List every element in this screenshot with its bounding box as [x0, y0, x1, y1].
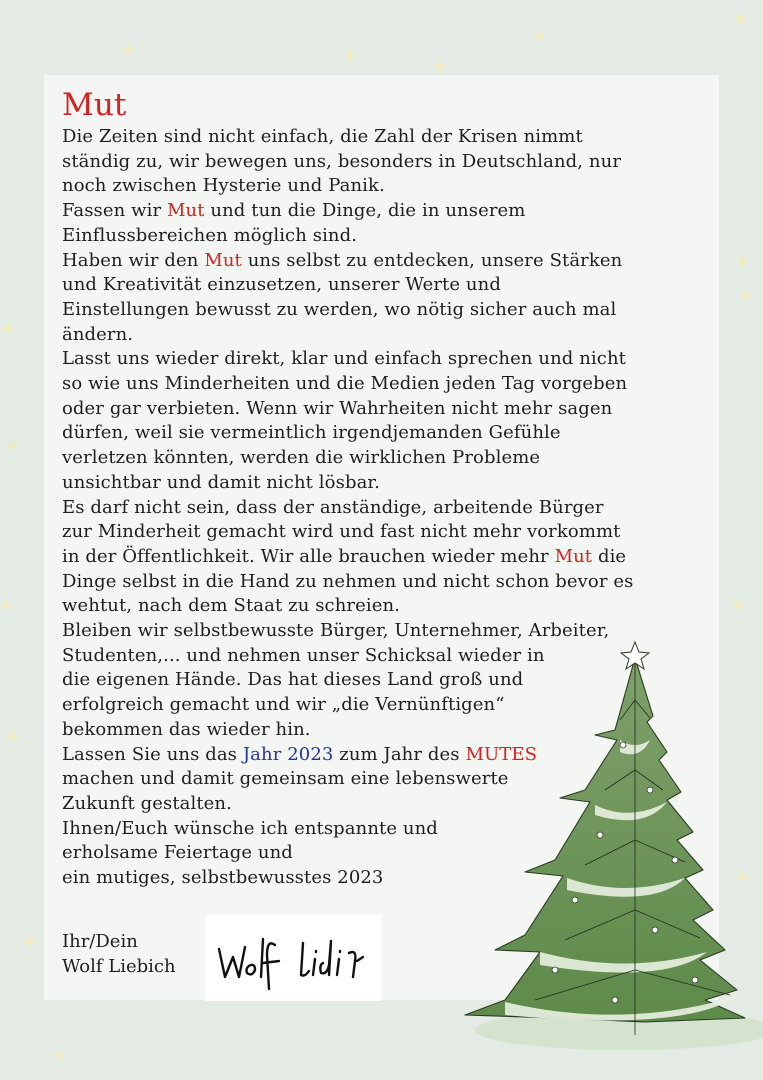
paragraph-5: [62, 496, 712, 620]
highlight-year: Jahr 2023: [242, 743, 334, 765]
text-line: oder gar verbieten. Wenn wir Wahrheiten nicht mehr sagen: [62, 397, 613, 419]
text-line: verletzen könnten, werden die wirklichen Probleme: [62, 447, 541, 469]
text-line: Lasst uns wieder direkt, klar und einfach sprechen und nicht: [62, 348, 626, 370]
text-line: ein mutiges, selbstbewusstes 2023: [62, 867, 384, 889]
highlight-mut: Mut: [554, 545, 593, 567]
text-segment: Lassen Sie uns das: [62, 743, 243, 765]
text-segment: Haben wir den: [62, 249, 205, 271]
paragraph-1: [62, 125, 712, 199]
closing-line: Ihr/Dein: [62, 931, 138, 952]
text-line: ändern.: [62, 323, 134, 345]
letter-body: [62, 86, 712, 891]
signature: [205, 915, 381, 1001]
text-line: dürfen, weil sie vermeintlich irgendjemanden Gefühle: [62, 422, 561, 444]
text-line: Zukunft gestalten.: [62, 792, 232, 814]
text-segment: Fassen wir: [62, 200, 168, 222]
text-line: Einstellungen bewusst zu werden, wo nötig sicher auch mal: [62, 298, 617, 320]
highlight-mutes: MUTES: [465, 743, 538, 765]
text-line: zur Minderheit gemacht wird und fast nicht mehr vorkommt: [62, 521, 621, 543]
text-line: Dinge selbst in die Hand zu nehmen und nicht schon bevor es: [62, 570, 634, 592]
text-line: [62, 743, 712, 768]
text-line: und Kreativität einzusetzen, unserer Werte und: [62, 274, 501, 296]
paragraph-2: [62, 199, 712, 248]
highlight-mut: Mut: [167, 200, 205, 222]
text-line: erfolgreich gemacht und wir „die Vernünftigen“: [62, 694, 505, 716]
text-line: Bleiben wir selbstbewusste Bürger, Unternehmer, Arbeiter,: [62, 620, 610, 642]
text-line: [62, 545, 712, 570]
text-line: ständig zu, wir bewegen uns, besonders in Deutschland, nur: [62, 150, 622, 172]
letter-title: Mut: [62, 87, 127, 123]
paragraph-4: [62, 347, 712, 495]
highlight-mut: Mut: [204, 249, 242, 271]
paragraph-6: [62, 619, 712, 743]
text-line: [62, 199, 712, 224]
closing: [62, 929, 176, 979]
text-line: Einflussbereichen möglich sind.: [62, 224, 358, 246]
text-line: erholsame Feiertage und: [62, 842, 293, 864]
text-line: Studenten,... und nehmen unser Schicksal wieder in: [62, 644, 545, 666]
closing-name: Wolf Liebich: [62, 956, 176, 977]
text-segment: die: [592, 545, 627, 567]
text-line: bekommen das wieder hin.: [62, 718, 311, 740]
text-line: noch zwischen Hysterie und Panik.: [62, 175, 385, 197]
text-line: Die Zeiten sind nicht einfach, die Zahl der Krisen nimmt: [62, 126, 583, 147]
text-segment: uns selbst zu entdecken, unsere Stärken: [241, 249, 623, 271]
text-line: so wie uns Minderheiten und die Medien jeden Tag vorgeben: [62, 373, 628, 395]
text-line: wehtut, nach dem Staat zu schreien.: [62, 595, 401, 617]
signature-image: [205, 915, 381, 1001]
text-line: Es darf nicht sein, dass der anständige, arbeitende Bürger: [62, 496, 604, 518]
text-line: [62, 249, 712, 274]
text-segment: und tun die Dinge, die in unserem: [204, 200, 526, 222]
text-line: die eigenen Hände. Das hat dieses Land groß und: [62, 669, 524, 691]
paragraph-7: [62, 743, 712, 817]
text-segment: in der Öffentlichkeit. Wir alle brauchen wieder mehr: [62, 545, 555, 567]
paragraph-8: [62, 817, 712, 891]
text-line: machen und damit gemeinsam eine lebenswerte: [62, 768, 509, 790]
paragraph-3: [62, 249, 712, 348]
text-segment: zum Jahr des: [333, 743, 466, 765]
text-line: unsichtbar und damit nicht lösbar.: [62, 471, 380, 493]
text-line: Ihnen/Euch wünsche ich entspannte und: [62, 817, 438, 839]
